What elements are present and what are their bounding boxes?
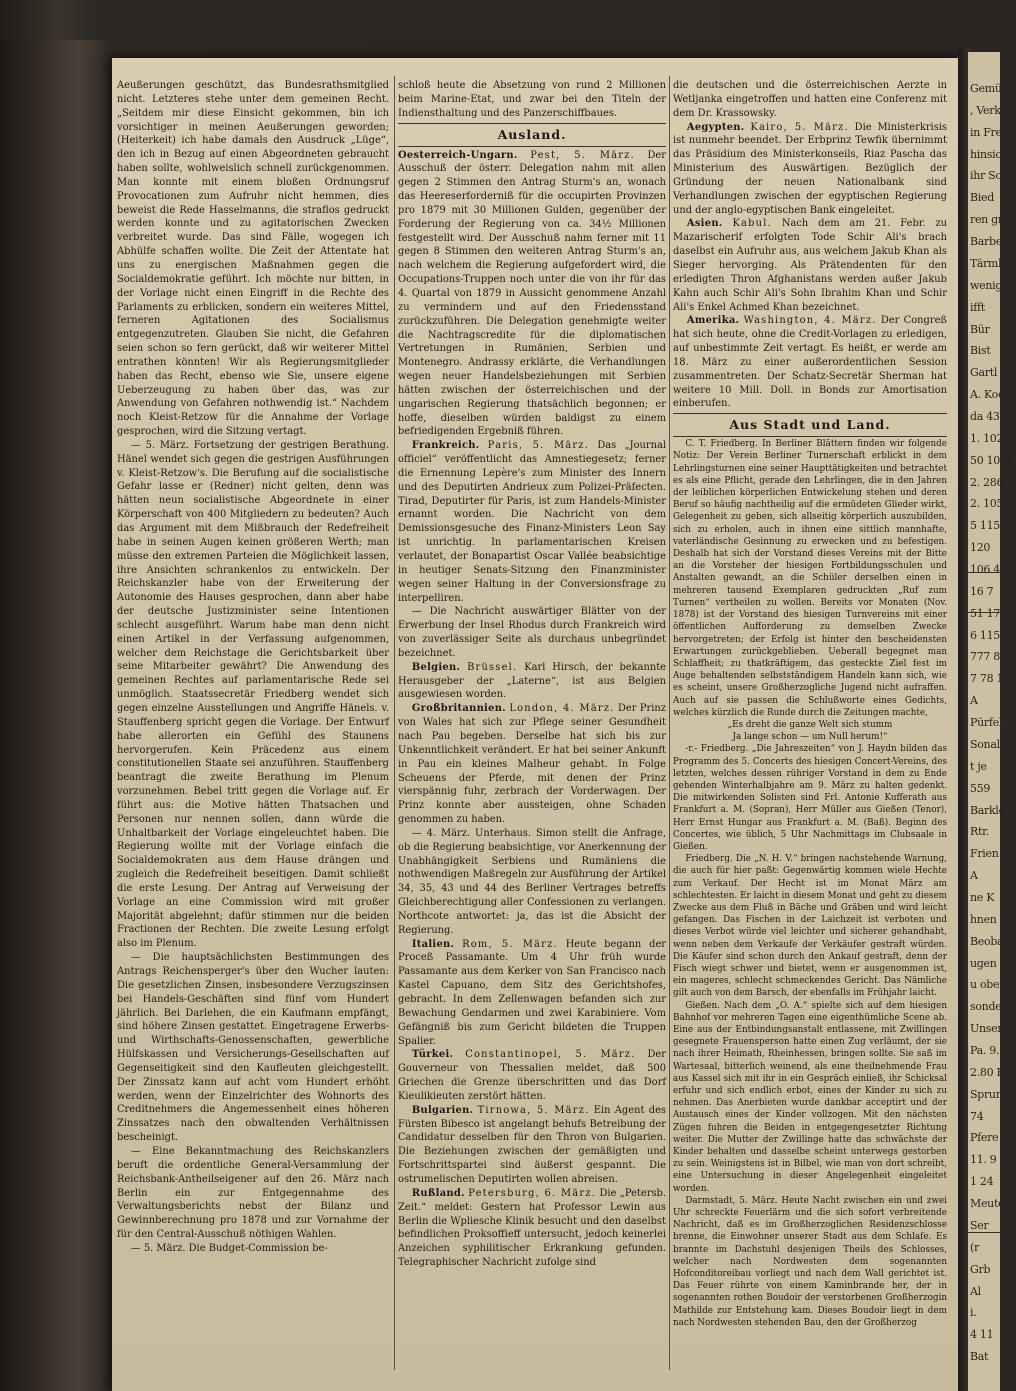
adjacent-page-fragment: 4 11 <box>970 1328 994 1342</box>
section-heading-ausland: Ausland. <box>497 126 567 142</box>
news-item-austria <box>398 149 666 440</box>
dateline: London, 4. März. <box>509 703 615 715</box>
adjacent-page-fragment: A <box>970 869 978 883</box>
news-text: Das „Journal officiel“ veröffentlicht das Amnestiegesetz; ferner die Ernennung Lepère's zum Minister des Innern und des Deputirten Andrieux zum Polizei-Präfecten. Tirad, Deputirter für Paris, ist zum Handels-Minister ernannt worden. Die Nachricht von dem Demissionsgesuche des Finanz-Ministers Leon Say ist unrichtig. In parlamentarischen Kreisen verlautet, der Bonapartist Oscar Vallée beabsichtige in heutiger Senats-Sitzung den Finanzminister wegen seiner Haltung in der Conversionsfrage zu interpelliren. <box>398 440 666 604</box>
adjacent-page-fragment: Beobact <box>970 934 1014 948</box>
news-item-france <box>398 439 666 605</box>
adjacent-page-fragment: 16 7 <box>970 584 994 598</box>
column-1 <box>117 79 389 1369</box>
adjacent-page-fragment: u ober <box>970 978 1005 992</box>
adjacent-page-fragment: i. <box>970 1306 977 1320</box>
adjacent-page-fragment: sonder <box>970 1000 1007 1014</box>
adjacent-page-rule <box>968 1232 1000 1233</box>
country-heading: Aegypten. <box>686 121 745 133</box>
news-text: Der Congreß hat sich heute, ohne die Credit-Vorlagen zu erledigen, auf unbestimmte Zeit vertagt. Es heißt, er werde am 18. März zu einer außerordentlichen Session zusammentreten. Der Schatz-Secretär Sherman hat weitere 10 Mill. Doll. in Bonds zur Amortisation einberufen. <box>673 315 948 410</box>
adjacent-page-fragment: 777 8 <box>970 650 1000 664</box>
news-text: Der Prinz von Wales hat sich zur Pflege seiner Gesundheit nach Pau begeben. Derselbe hat sich bis zur Unkenntlichkeit verändert. Er hat bei seiner Ankunft in Pau ein kleines Malheur gehabt. In Folge Scheuens der Pferde, mit denen der Prinz vierspännig fuhr, zerbrach der Vorderwagen. Der Prinz konnte aber aussteigen, ohne Schaden genommen zu haben. <box>398 703 666 826</box>
adjacent-page-fragment: 11. 9 <box>970 1153 997 1167</box>
news-text: Heute begann der Proceß Passamante. Um 4 Uhr früh wurde Passamante aus dem Kerker von San Francisco nach Kastel Capuano, dem Sitz des Gerichtshofes, gebracht. In dem Zellenwagen befanden sich zur Bewachung Gendarmen und zwei Karabiniere. Vom Gefängniß bis zum Gericht bildeten die Truppen Spalier. <box>398 938 667 1047</box>
adjacent-page-fragment: hinsich <box>970 147 1008 161</box>
country-heading: Amerika. <box>686 315 740 327</box>
adjacent-page-fragment: Sprun <box>970 1087 1003 1101</box>
adjacent-page-fragment: 106 4 <box>970 563 1000 577</box>
column-rule <box>669 76 670 1370</box>
country-heading: Italien. <box>411 938 455 950</box>
adjacent-page-fragment: ne K <box>970 890 995 904</box>
section-rule <box>398 123 666 124</box>
adjacent-page-fragment: ihr Sch <box>970 169 1009 183</box>
article-paragraph: — 4. März. Unterhaus. Simon stellt die Anfrage, ob die Regierung beabsichtige, vor Anerkennung der Unabhängigkeit Serbiens und Rumäniens die nothwendigen Maßregeln zur Ausführung der Artikel 34, 35, 43 und 44 des Berliner Vertrages betreffs Gleichberechtigung aller Confessionen zu verlangen. Northcote antwortet: ja, das ist die Absicht der Regierung. <box>398 827 666 936</box>
country-heading: Frankreich. <box>411 440 480 452</box>
news-item-bulgaria <box>398 1104 666 1187</box>
adjacent-page-fragment: (r <box>970 1240 979 1254</box>
adjacent-page-fragment: Grb <box>970 1262 991 1276</box>
dateline: Petersburg, 6. März. <box>468 1187 597 1199</box>
adjacent-page-fragment: , Verkä <box>970 103 1007 117</box>
poem-line: „Es dreht die ganze Welt sich stumm <box>727 719 893 730</box>
adjacent-page-rule <box>968 612 1000 613</box>
news-item-asia <box>673 217 947 314</box>
adjacent-page-fragment: Bied <box>970 191 994 205</box>
news-item-egypt <box>673 121 947 218</box>
section-rule <box>398 146 666 147</box>
country-heading: Asien. <box>686 218 723 230</box>
adjacent-page-strip <box>968 52 1016 1391</box>
adjacent-page-fragment: Meute <box>970 1197 1005 1211</box>
news-text: Der Gouverneur von Thessalien meldet, daß 500 Griechen die Grenze überschritten und das Dorf Kieulikieuten zerstört hätten. <box>398 1049 666 1102</box>
article-paragraph: die deutschen und die österreichischen Aerzte in Wetljanka eingetroffen und hatten eine Conferenz mit dem Dr. Krassowsky. <box>673 80 947 119</box>
adjacent-page-fragment: 1 24 <box>970 1175 994 1189</box>
dateline: Paris, 5. März. <box>487 440 590 452</box>
adjacent-page-fragment: 50 1028 <box>970 453 1014 467</box>
dateline: Rom, 5. März. <box>462 938 558 950</box>
adjacent-page-fragment: Tärmber <box>970 256 1016 270</box>
country-heading: Rußland. <box>411 1187 465 1199</box>
adjacent-page-fragment: A <box>970 694 978 708</box>
adjacent-page-fragment: wenig <box>970 278 1003 292</box>
dateline: Washington, 4. März. <box>743 315 877 327</box>
adjacent-page-fragment: 559 <box>970 781 991 795</box>
adjacent-page-fragment: 2. 286 <box>970 475 1004 489</box>
news-item-russia <box>398 1187 666 1270</box>
news-text: Die „Petersb. Zeit.“ meldet: Gestern hat Professor Lewin aus Berlin die Wpliesche Klinik besucht und den daselbst befindlichen Proksoffieff untersucht, jedoch keinerlei Anzeichen syphilitischer Erkrankung gefunden. Telegraphischer Nachricht zufolge sind <box>398 1187 666 1269</box>
adjacent-page-fragment: 51 170 <box>970 606 1007 620</box>
article-paragraph: schloß heute die Absetzung von rund 2 Millionen beim Marine-Etat, und zwar bei den Titeln der Indiensthaltung und des Panzerschiffbaues. <box>398 80 666 119</box>
adjacent-page-fragment: da 437 <box>970 409 1007 423</box>
adjacent-page-fragment: 7 78 12 <box>970 672 1010 686</box>
adjacent-page-fragment: Gartl <box>970 366 998 380</box>
news-item-britain <box>398 702 666 827</box>
news-item-turkey <box>398 1048 666 1103</box>
book-spine-left <box>0 40 112 1391</box>
adjacent-page-fragment: 2. 105 <box>970 497 1004 511</box>
article-paragraph: — 5. März. Fortsetzung der gestrigen Berathung. Hänel wendet sich gegen die gestrigen Ausführungen v. Kleist-Retzow's. Die Berufung auf die socialistische Gefahr lasse er (Redner) nicht gelten, denn was hätten neun socialistische Abgeordnete in einer Körperschaft von 400 Mitgliedern zu bedeuten? Auch das Argument mit dem Mißbrauch der Redefreiheit habe in seinen Augen keinen größeren Werth; man müsse den extremen Parteien die Möglichkeit lassen, ihre Ansichten schrankenlos zu entwickeln. Der Reichskanzler habe von der Erweiterung der Autonomie des Hauses gesprochen, dann aber habe der deutsche Justizminister seine Intentionen schlecht ausgeführt. Warum habe man denn nicht einen Artikel in der Verfassung aufgenommen, welcher dem Reichstage die Gerichtsbarkeit über seine Mitarbeiter gewährt? Die Anwendung des gemeinen Rechtes auf parlamentarische Rede sei unmöglich. Staatssecretär Friedberg wendet sich gegen einzelne Ausstellungen und Angriffe Hänels. v. Stauffenberg spricht gegen die Vorlage. Der Entwurf habe allerorten ein Gefühl des Staunens hervorgerufen. Kein Präcedenz aus einem constitutionellen Staate sei anzuführen. Stauffenberg beantragt die zweite Berathung im Plenum vorzunehmen. Bebel tritt gegen die Vorlage auf. Er führt aus: die Motive hätten Thatsachen und Personen nur nennen sollen, dann würde die Unhaltbarkeit der Vorlage eingeleuchtet haben. Die Regierung wollte mit der Vorlage einfach die Socialdemokraten aus dem Hause drängen und zugleich die Redefreiheit beseitigen. Damit schließt die erste Lesung. Der Antrag auf Verweisung der Vorlage an eine Commission wird mit großer Majorität abgelehnt; dafür stimmen nur die beiden Fractionen der Rechten. Die zweite Lesung erfolgt also im Plenum. <box>117 439 389 950</box>
article-paragraph: Darmstadt, 5. März. Heute Nacht zwischen ein und zwei Uhr schreckte Feuerlärm und die sich sofort verbreitende Nachricht, daß es im Großherzoglichen Residenzschlosse brenne, die Einwohner unserer Stadt aus dem Schlafe. Es brannte im Dachstuhl desjenigen Theils des Schlosses, welcher nach Nordwesten dem sogenannten Hofconditoreibau vorliegt und nach dem Wall gerichtet ist. Das Feuer rührte von einem Kaminbrande her, der in sogenannten rothen Boudoir der verstorbenen Großherzogin Mathilde zur Entstehung kam. Dieses Boudoir liegt in dem nach Nordwesten stehenden Bau, den der Großherzog <box>673 1195 947 1328</box>
country-heading: Bulgarien. <box>411 1104 474 1116</box>
adjacent-page-fragment: Bat <box>970 1350 989 1364</box>
news-item-italy <box>398 938 666 1049</box>
country-heading: Belgien. <box>411 661 461 673</box>
adjacent-page-fragment: ifft <box>970 300 985 314</box>
article-paragraph: — Die hauptsächlichsten Bestimmungen des Antrags Reichensperger's über den Wucher lauten: Die gesetzlichen Zinsen, insbesondere Verzugszinsen bei Handels-Geschäften sind fünf vom Hundert jährlich. Bei Darlehen, die ein Kaufmann empfängt, sind höhere Zinsen gestattet. Eingetragene Erwerbs- und Wirthschafts-Genossenschaften, gewerbliche Hülfskassen und Versicherungs-Gesellschaften auf Gegenseitigkeit sind den Kaufleuten gleichgestellt. Der Zinssatz kann auf acht vom Hundert erhöht werden, wenn der Einzelrichter des Wohnorts des Creditnehmers die Angemessenheit eines höheren Zinssatzes nach den obwaltenden Verhältnissen bescheinigt. <box>117 952 389 1144</box>
country-heading: Oesterreich-Ungarn. <box>398 149 518 161</box>
article-paragraph: — Die Nachricht auswärtiger Blätter von der Erwerbung der Insel Rhodus durch Frankreich wird von zuverlässiger Seite als durchaus unbegründet bezeichnet. <box>398 606 666 659</box>
adjacent-page-fragment: Sonal <box>970 737 1000 751</box>
dateline: Kabul. <box>732 218 772 230</box>
dateline: Constantinopel, 5. März. <box>465 1049 636 1061</box>
news-text: Nach dem am 21. Febr. zu Mazarischerif erfolgten Tode Schir Ali's brach daselbst ein Aufruhr aus, aus welchem Jakub Khan als Sieger hervorging. Als Prätendenten für den erledigten Thron Afghanistans werden außer Jakub Kahn auch Schir Ali's Sohn Ibrahim Khan und Schir Ali's Enkel Achmed Khan bezeichnet. <box>673 218 948 313</box>
adjacent-page-fragment: 2.80 F <box>970 1065 1004 1079</box>
article-paragraph: -r.- Friedberg. „Die Jahreszeiten“ von J. Haydn bilden das Programm des 5. Concerts des hiesigen Concert-Vereins, des letzten, welches dessen rühriger Vorstand in dem zu Ende gehenden Winterhalbjahre am 9. März zu halten gedenkt. Die mitwirkenden Solisten sind Frl. Antonie Kufferath aus Frankfurt a. M. (Sopran), Herr Müller aus Gießen (Tenor), Herr Ernst Hungar aus Frankfurt a. M. (Baß). Beginn des Concertes, wie üblich, 5 Uhr Nachmittags im Clubsaale in Gießen. <box>673 744 947 852</box>
adjacent-page-fragment: 6 115 <box>970 628 1000 642</box>
adjacent-page-fragment: t je <box>970 759 987 773</box>
news-item-america <box>673 314 947 411</box>
section-rule <box>673 436 947 437</box>
news-text: Ein Agent des Fürsten Bibesco ist angelangt behufs Betreibung der Candidatur desselben für den Thron von Bulgarien. Die Beziehungen zwischen der gemäßigten und Fortschrittspartei sind äußerst gespannt. Die ostrumelischen Deputirten wollen abreisen. <box>398 1104 666 1185</box>
country-heading: Türkei. <box>411 1049 454 1061</box>
adjacent-page-fragment: 1. 1025 <box>970 431 1010 445</box>
adjacent-page-fragment: Pürfel <box>970 716 1003 730</box>
adjacent-page-rule <box>968 572 1000 573</box>
dateline: Pest, 5. März. <box>530 149 635 161</box>
article-paragraph: Gießen. Nach dem „O. A.“ spielte sich auf dem hiesigen Bahnhof vor mehreren Tagen eine eigenthümliche Scene ab. Eine aus der Entbindungsanstalt entlassene, mit Zwillingen gesegnete Frauensperson hatte einen Zug verläumt, der sie nach ihrer Heimath, Rheinhessen, bringen sollte. Sie saß im Wartesaal, bitterlich weinend, als eine theilnehmende Frau aus Kassel sich mit ihr in ein Gespräch einließ, ihr Schicksal erfuhr und sich endlich erbot, eines der Kinder zu sich zu nehmen. Das Anerbieten wurde dankbar acceptirt und der Austausch eines der Kinder vollzogen. Mit den nächsten Zügen fuhren die Beiden in entgegengesetzter Richtung weiter. Die Mutter der Zwillinge hatte das schwächste der Kinder behalten und dasselbe scheint unterwegs gestorben zu sein. Weinigstens ist in Bilbel, wie man von dort schreibt, eine Untersuchung in dieser Angelegenheit eingeleitet worden. <box>673 1000 947 1194</box>
adjacent-page-fragment: Pa. 9. <box>970 1044 1000 1058</box>
section-rule <box>673 413 947 414</box>
article-paragraph: — 5. März. Die Budget-Commission be- <box>130 1242 328 1254</box>
adjacent-page-fragment: ugen <box>970 956 997 970</box>
adjacent-page-fragment: Pfere <box>970 1131 999 1145</box>
article-paragraph: — Eine Bekanntmachung des Reichskanzlers beruft die ordentliche General-Versammlung der Reichsbank-Antheilseigener auf den 26. März nach Berlin ein zur Entgegennahme des Verwaltungsberichts nebst der Bilanz und Gewinnberechnung pro 1878 und zur Vornahme der für den Central-Ausschuß nöthigen Wahlen. <box>117 1145 389 1241</box>
article-paragraph: C. T. Friedberg. In Berliner Blättern finden wir folgende Notiz: Der Verein Berliner Turnerschaft erblickt in dem Lehrlingsturnen eine seiner Haupttätigkeiten und betrachtet es als eine Pflicht, gerade den Lehrlingen, die in den Jahren der leiblichen körperlichen Entwickelung stehen und deren Beruf so häufig nachtheilig auf die ermüdeten Glieder wirkt, Gelegenheit zu geben, sich allseitig körperlich auszubilden, sich zu erholen, auch in ihnen eine sittlich mannhafte, vaterländische Gesinnung zu erwecken und zu befestigen. Deshalb hat sich der Vorstand dieses Vereins mit der Bitte an die Vorsteher der hiesigen Fortbildungsschulen und Anstalten gewandt, an die Schüler derselben einen in mehreren tausend Exemplaren gedruckten „Ruf zum Turnen“ vertheilen zu wollen. Bereits vor Monaten (Nov. 1878) ist der Vorstand des hiesigen Turnvereins mit einer öffentlichen Aufforderung zu demselben Zwecke hervorgetreten; der Erfolg ist hinter den bescheidensten Erwartungen zurückgeblieben. Ueberall begegnet man Schlaffheit; zu thatkräftigem, das gesteckte Ziel fest im Auge behaltenden selbstständigem Handeln kann sich, wie es scheint, unsere Großherzogliche Jugend nicht aufraffen. Auch auf sie passen die Schlußworte eines Gedichts, welches kürzlich die Runde durch die Zeitungen machte, <box>673 439 947 718</box>
dateline: Tirnowa, 5. März. <box>477 1104 590 1116</box>
adjacent-page-fragment: Gemüth <box>970 82 1013 95</box>
section-heading-stadt-und-land: Aus Stadt und Land. <box>729 417 891 433</box>
adjacent-page-fragment: Frien <box>970 847 999 861</box>
article-paragraph: Aeußerungen geschützt, das Bundesrathsmitglied nicht. Letzteres stehe unter dem gemeinen Recht. „Seitdem mir diese Einsicht gekommen, bin ich vorsichtiger in meinen Aeußerungen geworden; (Heiterkeit) ich habe damals den Ausdruck „Lüge“, den ich in Bezug auf einen Abgeordneten gebraucht haben sollte, wohlweislich schnell zurückgenommen. Man konnte mit einem bloßen Ordnungsruf Provocationen zum Aufruhr nicht hemmen, dies beweist die Rede Hasselmanns, die straflos gedruckt werden konnte und zu agitatorischen Zwecken verbreitet wurde. Das sind Fälle, wogegen ich Abhülfe schaffen wollte. Die Zeit der Attentate hat uns zu energischen Maßnahmen gegen die Socialdemokratie geführt. Ich möchte nur bitten, in der Vorlage nicht einen Eingriff in die Rechte des Parlaments zu erblicken, sondern ein weiteres Mittel, ferneren Agitationen des Socialismus entgegenzutreten. Glauben Sie nicht, die Gefahren seien schon so fern gerückt, daß wir weiterer Mittel entrathen könnten! Wir als Regierungsmitglieder haben das Recht, ebenso wie Sie, unsere eigene Ueberzeugung zu haben über das, was zur Anwendung von Gefahren nothwendig ist.“ Nachdem noch Kleist-Retzow für die Annahme der Vorlage gesprochen, wird die Sitzung vertagt. <box>117 80 389 438</box>
adjacent-page-fragment: ren gr <box>970 213 1003 227</box>
news-item-belgium <box>398 661 666 703</box>
adjacent-page-fragment: Ser <box>970 1218 989 1232</box>
adjacent-page-fragment: 74 <box>970 1109 984 1123</box>
country-heading: Großbritannien. <box>411 703 506 715</box>
dateline: Brüssel. <box>467 661 518 673</box>
adjacent-page-fragment: Bür <box>970 322 990 336</box>
adjacent-page-fragment: A. Kool <box>970 388 1008 402</box>
news-text: Karl Hirsch, der bekannte Herausgeber der „Laterne“, ist aus Belgien ausgewiesen worden. <box>398 661 667 701</box>
column-3 <box>673 79 947 1369</box>
adjacent-page-fragment: Barbe <box>970 235 1002 249</box>
adjacent-page-fragment: hnen <box>970 912 997 926</box>
column-rule <box>394 76 395 1370</box>
adjacent-page-fragment: 120 <box>970 541 991 555</box>
adjacent-page-fragment: 5 1155 <box>970 519 1007 533</box>
news-text: Die Ministerkrisis ist nunmehr beendet. Der Erbprinz Tewfik übernimmt das Präsidium des Ministerkonseils, Riaz Pascha das Ministerium des Auswärtigen. Bezüglich der Gründung der neuen Nationalbank sind Verhandlungen zwischen der egyptischen Regierung und der anglo-egyptischen Bank eingeleitet. <box>673 121 947 216</box>
adjacent-page-fragment: Al <box>970 1284 981 1298</box>
poem-line: Ja lange schon — um Null herum!“ <box>732 732 888 743</box>
article-paragraph: Friedberg. Die „N. H. V.“ bringen nachstehende Warnung, die auch für hier paßt: Gegenwärtig kommen wiele Hechte zum Verkauf. Der Hecht ist im Monat März am schlechtesten. Er laicht in diesem Monat und geht zu diesem Zwecke aus dem Fluß in Bäche und Gräben und wird leicht gefangen. Das Fischen in der Laichzeit ist verboten und dieses Verbot würde viel leichter und sicherer gehandhabt, wenn neben dem Verkaufe der Verkäufer gestraft würden. Die Käufer sind schon durch den Ankauf gestraft, denn der Fisch wiegt schwer und bietet, wenn er ausgenommen ist, ein mageres, schlecht schmeckendes Gericht. Das Nämliche gilt auch von dem Barsch, der ebenfalls im Frühjahr laicht. <box>673 854 947 999</box>
adjacent-page-fragment: in Fre <box>970 125 1002 139</box>
adjacent-page-fragment: Bist <box>970 344 991 358</box>
adjacent-page-fragment: Unser <box>970 1022 1003 1036</box>
adjacent-page-fragment: Barkle <box>970 803 1005 817</box>
adjacent-page-fragment: Rtr. <box>970 825 990 839</box>
column-2 <box>398 79 666 1369</box>
dateline: Kairo, 5. März. <box>750 121 849 133</box>
news-text: Der Ausschuß der österr. Delegation nahm mit allen gegen 2 Stimmen den Antrag Sturm's an, wonach das Heereserforderniß für die occupirten Provinzen pro 1879 mit 30 Millionen Gulden, gegenüber der Forderung der Regierung von ca. 34½ Millionen festgestellt wird. Der Ausschuß nahm ferner mit 11 gegen 8 Stimmen den weiteren Antrag Sturm's an, nach welchem die Regierung aufgefordert wird, die Occupations-Truppen noch unter die von ihr für das 4. Quartal von 1879 in Aussicht genommene Anzahl zu vermindern und auf den Friedensstand zurückzuführen. Die Delegation genehmigte weiter die Nachtragscredite für die diplomatischen Vertretungen in Rumänien, Serbien und Montenegro. Andrassy erklärte, die Verhandlungen wegen neuer Handelsbeziehungen mit Serbien hätten zwischen der österreichischen und der ungarischen Regierung thatsächlich begonnen; er hoffe, dieselben würden baldigst zu einem befriedigenden Ergebniß führen. <box>398 149 666 438</box>
